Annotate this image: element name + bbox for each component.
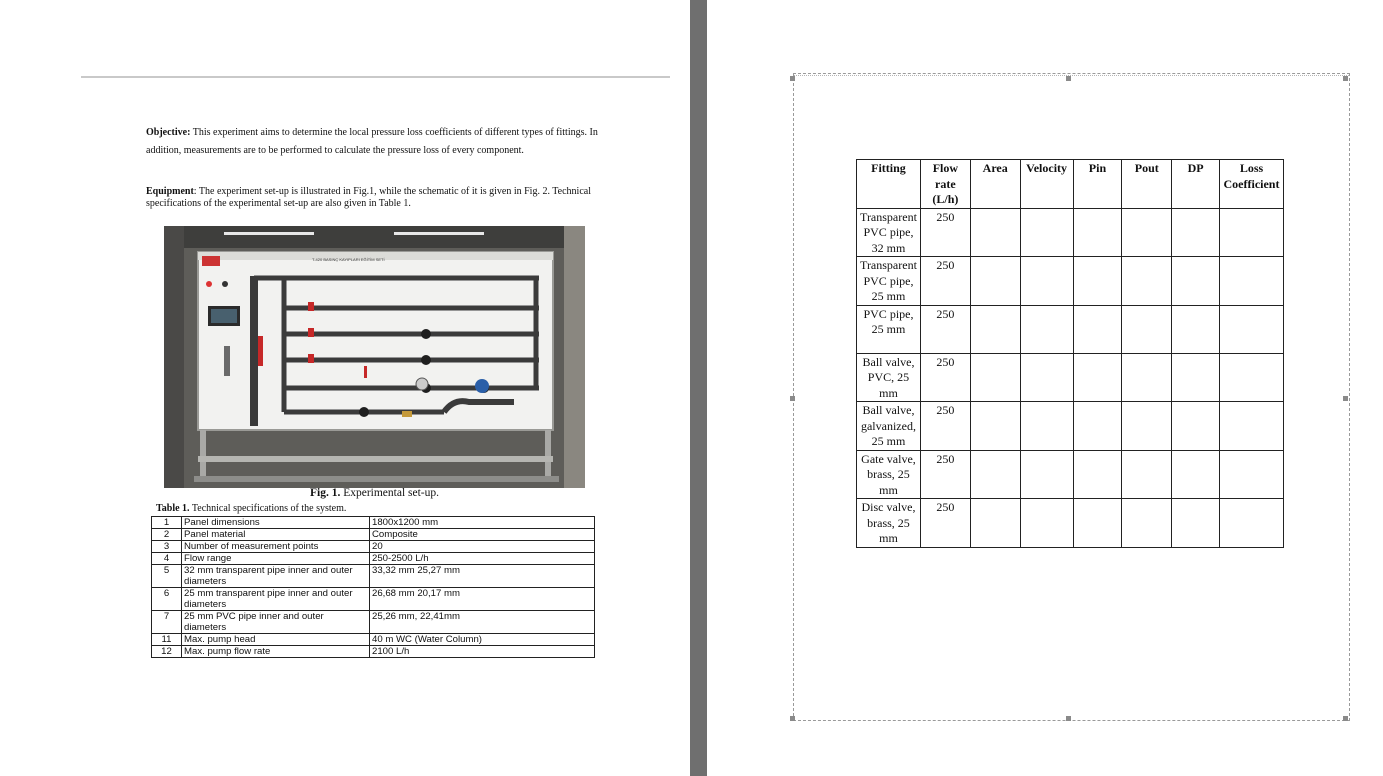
flow-rate-cell[interactable]: 250 (920, 402, 970, 451)
spec-value: 26,68 mm 20,17 mm (370, 588, 595, 611)
pin-cell[interactable] (1073, 353, 1122, 402)
velocity-cell[interactable] (1020, 499, 1073, 548)
table-caption-text: Technical specifications of the system. (189, 503, 347, 514)
dp-cell[interactable] (1172, 402, 1220, 451)
flow-rate-cell[interactable]: 250 (920, 450, 970, 499)
table-row (857, 499, 1284, 548)
spec-value: 33,32 mm 25,27 mm (370, 565, 595, 588)
pin-cell[interactable] (1073, 499, 1122, 548)
velocity-cell[interactable] (1020, 450, 1073, 499)
loss-coefficient-cell[interactable] (1219, 305, 1283, 353)
header-fitting[interactable]: Fitting (857, 160, 921, 209)
fitting-cell[interactable]: Disc valve, brass, 25 mm (857, 499, 921, 548)
table-row (152, 588, 595, 611)
pout-cell[interactable] (1122, 499, 1172, 548)
dp-cell[interactable] (1172, 208, 1220, 257)
velocity-cell[interactable] (1020, 208, 1073, 257)
resize-handle-top[interactable] (1066, 76, 1071, 81)
loss-coefficient-cell[interactable] (1219, 450, 1283, 499)
spec-value: Composite (370, 529, 595, 541)
table-row (152, 529, 595, 541)
table-row (857, 450, 1284, 499)
spec-number: 2 (152, 529, 182, 541)
pout-cell[interactable] (1122, 353, 1172, 402)
velocity-cell[interactable] (1020, 353, 1073, 402)
flow-rate-cell[interactable]: 250 (920, 257, 970, 306)
table-row (152, 634, 595, 646)
table-header-row (857, 160, 1284, 209)
resize-handle-right[interactable] (1343, 396, 1348, 401)
table-row (857, 353, 1284, 402)
dp-cell[interactable] (1172, 257, 1220, 306)
dp-cell[interactable] (1172, 499, 1220, 548)
experimental-setup-photo[interactable] (164, 226, 585, 488)
spec-number: 5 (152, 565, 182, 588)
dp-cell[interactable] (1172, 353, 1220, 402)
velocity-cell[interactable] (1020, 305, 1073, 353)
header-area[interactable]: Area (970, 160, 1020, 209)
equipment-text: : The experiment set-up is illustrated in Fig.1, while the schematic of it is given in Fig. 2. Technical specifications of the experimental set-up are also given in Table 1. (146, 186, 591, 209)
pout-cell[interactable] (1122, 305, 1172, 353)
table-row (857, 402, 1284, 451)
figure-caption-label: Fig. 1. (309, 487, 341, 499)
technical-specifications-table[interactable] (151, 516, 595, 658)
header-pin[interactable]: Pin (1073, 160, 1122, 209)
pout-cell[interactable] (1122, 402, 1172, 451)
loss-coefficient-cell[interactable] (1219, 208, 1283, 257)
flow-rate-cell[interactable]: 250 (920, 353, 970, 402)
page-gutter (690, 0, 707, 776)
pin-cell[interactable] (1073, 305, 1122, 353)
fitting-cell[interactable]: Gate valve, brass, 25 mm (857, 450, 921, 499)
loss-coefficient-table[interactable] (856, 159, 1284, 548)
table-row (152, 565, 595, 588)
header-loss-coefficient[interactable]: Loss Coefficient (1219, 160, 1283, 209)
spec-value: 1800x1200 mm (370, 517, 595, 529)
table-row (857, 257, 1284, 306)
page-header-rule (81, 76, 670, 78)
velocity-cell[interactable] (1020, 402, 1073, 451)
table-row (152, 541, 595, 553)
left-document-page (0, 0, 690, 776)
spec-property: Max. pump head (182, 634, 370, 646)
equipment-paragraph[interactable] (146, 186, 606, 210)
setup-photo-illustration (164, 226, 585, 488)
spec-value: 40 m WC (Water Column) (370, 634, 595, 646)
area-cell[interactable] (970, 257, 1020, 306)
area-cell[interactable] (970, 499, 1020, 548)
area-cell[interactable] (970, 450, 1020, 499)
spec-property: Max. pump flow rate (182, 646, 370, 658)
area-cell[interactable] (970, 402, 1020, 451)
figure-caption-text: Experimental set-up. (340, 487, 440, 499)
resize-handle-bottom[interactable] (1066, 716, 1071, 721)
table-row (152, 611, 595, 634)
spec-number: 11 (152, 634, 182, 646)
loss-coefficient-cell[interactable] (1219, 402, 1283, 451)
spec-number: 4 (152, 553, 182, 565)
objective-paragraph[interactable] (146, 124, 606, 160)
flow-rate-cell[interactable]: 250 (920, 499, 970, 548)
resize-handle-top-left[interactable] (790, 76, 795, 81)
resize-handle-bottom-right[interactable] (1343, 716, 1348, 721)
spec-property: Flow range (182, 553, 370, 565)
area-cell[interactable] (970, 208, 1020, 257)
spec-property: Panel material (182, 529, 370, 541)
spec-property: 25 mm PVC pipe inner and outer diameters (182, 611, 370, 634)
fitting-cell[interactable]: Transparent PVC pipe, 25 mm (857, 257, 921, 306)
table-row (857, 208, 1284, 257)
spec-number: 3 (152, 541, 182, 553)
loss-coefficient-cell[interactable] (1219, 499, 1283, 548)
velocity-cell[interactable] (1020, 257, 1073, 306)
pin-cell[interactable] (1073, 257, 1122, 306)
flow-rate-cell[interactable]: 250 (920, 208, 970, 257)
spec-number: 1 (152, 517, 182, 529)
equipment-label: Equipment (146, 186, 194, 197)
fitting-cell[interactable]: PVC pipe, 25 mm (857, 305, 921, 353)
figure-caption (164, 487, 585, 499)
fitting-cell[interactable]: Ball valve, PVC, 25 mm (857, 353, 921, 402)
pout-cell[interactable] (1122, 450, 1172, 499)
pout-cell[interactable] (1122, 257, 1172, 306)
table-row (857, 305, 1284, 353)
fitting-cell[interactable]: Transparent PVC pipe, 32 mm (857, 208, 921, 257)
spec-number: 6 (152, 588, 182, 611)
panel-banner-text: T-420 BASINÇ KAYIPLARI EĞİTİM SETİ (312, 257, 385, 262)
flow-rate-cell[interactable]: 250 (920, 305, 970, 353)
header-flow-rate[interactable]: Flow rate (L/h) (920, 160, 970, 209)
pin-cell[interactable] (1073, 402, 1122, 451)
table-row (152, 553, 595, 565)
header-pout[interactable]: Pout (1122, 160, 1172, 209)
resize-handle-top-right[interactable] (1343, 76, 1348, 81)
loss-coefficient-cell[interactable] (1219, 353, 1283, 402)
resize-handle-left[interactable] (790, 396, 795, 401)
header-dp[interactable]: DP (1172, 160, 1220, 209)
spec-property: Panel dimensions (182, 517, 370, 529)
header-velocity[interactable]: Velocity (1020, 160, 1073, 209)
spec-number: 12 (152, 646, 182, 658)
pin-cell[interactable] (1073, 450, 1122, 499)
spec-value: 2100 L/h (370, 646, 595, 658)
area-cell[interactable] (970, 305, 1020, 353)
spec-value: 250-2500 L/h (370, 553, 595, 565)
pout-cell[interactable] (1122, 208, 1172, 257)
dp-cell[interactable] (1172, 450, 1220, 499)
table-caption-label: Table 1. (156, 503, 190, 514)
objective-text: This experiment aims to determine the local pressure loss coefficients of different types of fittings. In addition, measurements are to be performed to calculate the pressure loss of every component. (146, 127, 598, 156)
fitting-cell[interactable]: Ball valve, galvanized, 25 mm (857, 402, 921, 451)
spec-value: 25,26 mm, 22,41mm (370, 611, 595, 634)
loss-coefficient-cell[interactable] (1219, 257, 1283, 306)
area-cell[interactable] (970, 353, 1020, 402)
pin-cell[interactable] (1073, 208, 1122, 257)
spec-property: 25 mm transparent pipe inner and outer diameters (182, 588, 370, 611)
table-row (152, 646, 595, 658)
table-caption (156, 503, 346, 514)
spec-property: 32 mm transparent pipe inner and outer diameters (182, 565, 370, 588)
dp-cell[interactable] (1172, 305, 1220, 353)
spec-number: 7 (152, 611, 182, 634)
objective-label: Objective: (146, 127, 191, 138)
spec-value: 20 (370, 541, 595, 553)
table-row (152, 517, 595, 529)
spec-property: Number of measurement points (182, 541, 370, 553)
resize-handle-bottom-left[interactable] (790, 716, 795, 721)
